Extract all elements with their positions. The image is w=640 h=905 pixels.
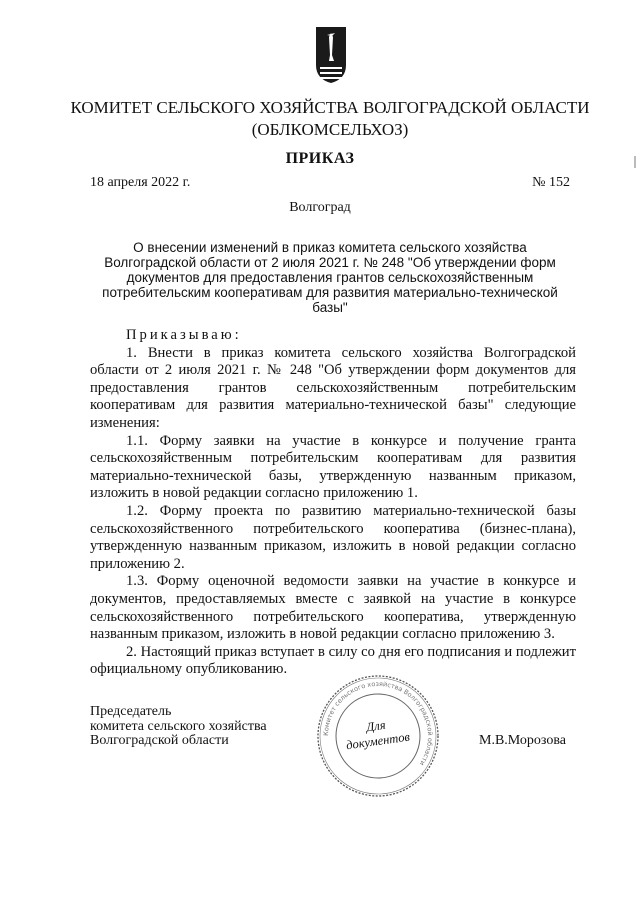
signer-name: М.В.Морозова [479,733,566,748]
scan-mark [634,156,636,168]
stamp-label-line-1: Для [365,717,387,735]
paragraph-1: 1. Внести в приказ комитета сельского хозяйства Волгоградской области от 2 июля 2021 г. № 248 "Об утверждении форм документов для предоставления грантов сельскохозяйственным потребительским кооперативам для развития материально-технической базы" следующие изменения: [90,344,576,431]
issuer-name: КОМИТЕТ СЕЛЬСКОГО ХОЗЯЙСТВА ВОЛГОГРАДСКОЙ ОБЛАСТИ [70,98,590,117]
paragraph-1-2: 1.2. Форму проекта по развитию материально-технической базы сельскохозяйственного потребительского кооператива (бизнес-плана), утвержденную названным приказом, изложить в новой редакции согласно приложению 2. [90,502,576,572]
document-type: ПРИКАЗ [285,150,355,167]
issuer-abbreviation: (ОБЛКОМСЕЛЬХОЗ) [251,120,409,139]
signer-title-line-3: Волгоградской области [90,733,229,748]
coat-of-arms-emblem [314,25,348,85]
document-city: Волгоград [289,200,351,215]
document-body [90,327,576,679]
document-number: № 152 [532,175,570,190]
signer-title-line-1: Председатель [90,704,172,719]
document-date: 18 апреля 2022 г. [90,175,191,190]
paragraph-1-1: 1.1. Форму заявки на участие в конкурсе и получение гранта сельскохозяйственным потребительским кооперативам для развития материально-технической базы, утвержденную названным приказом, изложить в новой редакции согласно приложению 1. [90,432,576,502]
paragraph-1-3: 1.3. Форму оценочной ведомости заявки на участие в конкурсе и документов, предоставляемых вместе с заявкой на участие в конкурсе сельскохозяйственного потребительского кооператива, утвержденную названным приказом, изложить в новой редакции согласно приложению 3. [90,573,576,643]
issuer-header [60,97,600,141]
signer-title-line-2: комитета сельского хозяйства [90,718,267,734]
paragraph-2: 2. Настоящий приказ вступает в силу со дня его подписания и подлежит официальному опубликованию. [90,643,576,678]
stamp-label-line-2: документов [345,729,411,753]
stamp-ring-text: Комитет сельского хозяйства Волгоградской области [321,679,435,768]
order-word: Приказываю: [126,327,242,343]
signer-title [90,705,267,749]
document-subject: О внесении изменений в приказ комитета сельского хозяйства Волгоградской области от 2 июля 2021 г. № 248 "Об утверждении форм документов для предоставления грантов сельскохозяйственным потребительским кооперативам для развития материально-технической базы" [102,240,558,315]
